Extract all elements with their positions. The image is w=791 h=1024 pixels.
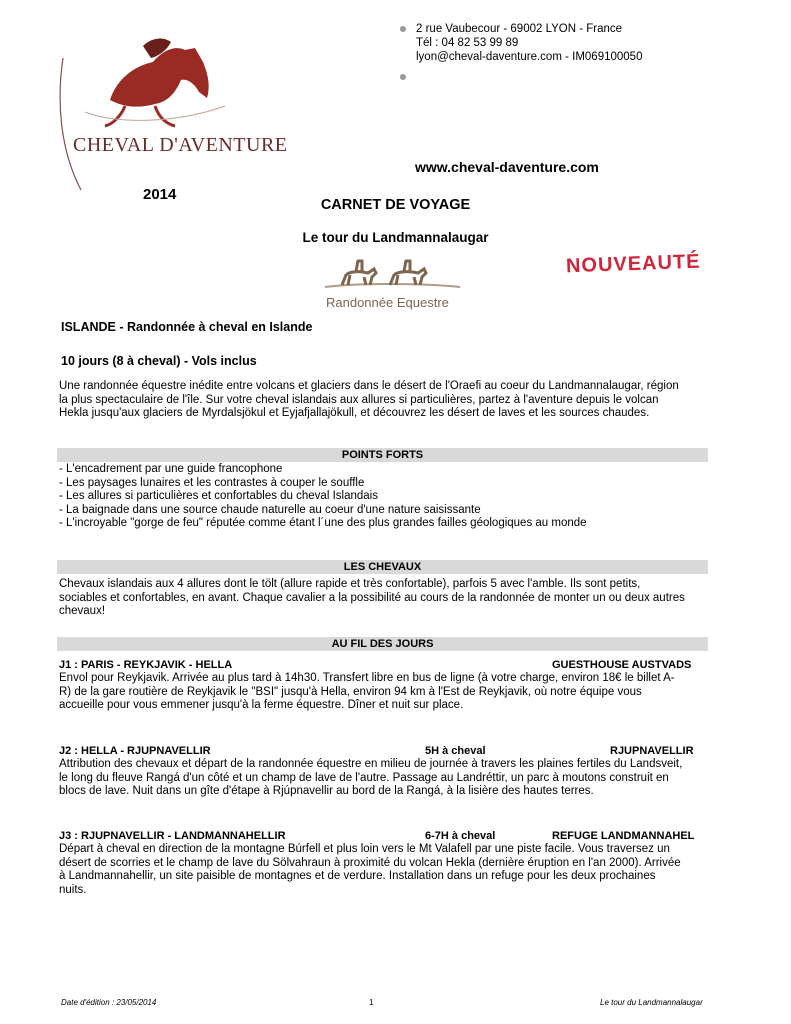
intro-line: Hekla jusqu'aux glaciers de Myrdalsjökul et Eyjafjallajökull, et découvrez les désert de laves et les sources chaudes. — [59, 407, 650, 419]
intro-line: la plus spectaculaire de l'île. Sur votre cheval islandais aux allures si particulières, partez à l'aventure depuis le volcan — [59, 393, 659, 406]
intro-paragraph — [59, 380, 707, 421]
day-text-j2 — [59, 758, 707, 799]
section-bar-points-forts: POINTS FORTS — [57, 448, 708, 462]
day-line: nuits. — [59, 883, 87, 896]
contact-email[interactable]: lyon@cheval-daventure.com - IM069100050 — [416, 51, 643, 63]
day-duration: 5H à cheval — [425, 745, 486, 757]
nouveaute-stamp: NOUVEAUTÉ — [565, 250, 701, 278]
duration-heading: 10 jours (8 à cheval) - Vols inclus — [61, 354, 257, 368]
day-line: désert de scorries et le champ de lave du Sölvahraun à proximité du volcan Hekla (dernière éruption en l'an 2000). Arrivée — [59, 856, 681, 869]
country-heading: ISLANDE - Randonnée à cheval en Islande — [61, 320, 313, 334]
section-bar-chevaux: LES CHEVAUX — [57, 560, 708, 574]
day-header-j1 — [59, 659, 701, 672]
chevaux-paragraph — [59, 578, 707, 619]
section-bar-jours: AU FIL DES JOURS — [57, 637, 708, 651]
intro-line: Une randonnée équestre inédite entre volcans et glaciers dans le désert de l'Oraefi au coeur du Landmannalaugar, région — [59, 380, 679, 392]
footer-page-number: 1 — [369, 998, 374, 1007]
list-item: - Les allures si particulières et confortables du cheval Islandais — [59, 490, 378, 502]
randonnee-equestre-badge — [320, 255, 465, 315]
list-item: - La baignade dans une source chaude naturelle au coeur d'une nature saisissante — [59, 503, 481, 516]
day-line: à Landmannahellir, un site paisible de montagnes et de verdure. Installation dans un refuge pour les deux prochaines — [59, 870, 656, 882]
chevaux-line: chevaux! — [59, 605, 106, 617]
tour-title: Le tour du Landmannalaugar — [302, 230, 489, 245]
day-line: Envol pour Reykjavik. Arrivée au plus tard à 14h30. Transfert libre en bus de ligne (à votre charge, environ 18€ le billet A- — [59, 672, 675, 684]
day-lodging: RJUPNAVELLIR — [610, 745, 694, 757]
brand-name: CHEVAL D'AVENTURE — [73, 134, 288, 156]
day-line: blocs de lave. Nuit dans un gîte d'étape à Rjúpnavellir au bord de la Rangá, à la lisière des hautes terres. — [59, 785, 594, 797]
list-item: - L'encadrement par une guide francophone — [59, 463, 283, 475]
footer-date: Date d'édition : 23/05/2014 — [61, 998, 157, 1007]
chevaux-line: Chevaux islandais aux 4 allures dont le tölt (allure rapide et très confortable), parfois 5 avec l'amble. Ils sont petits, — [59, 578, 641, 590]
day-line: accueille pour vous emmener jusqu'à la ferme équestre. Dîner et nuit sur place. — [59, 699, 464, 711]
list-item: - L'incroyable "gorge de feu" réputée comme étant l´une des plus grandes failles géologiques au monde — [59, 517, 587, 529]
day-line: R) de la gare routière de Reykjavik le "BSI" jusqu'à Hella, environ 94 km à l'Est de Reykjavik, où notre équipe vous — [59, 685, 642, 698]
contact-phone: Tél : 04 82 53 99 89 — [416, 37, 519, 49]
footer-title: Le tour du Landmannalaugar — [600, 998, 703, 1007]
day-duration: 6-7H à cheval — [425, 830, 496, 842]
day-header-j2 — [59, 745, 701, 758]
list-item: - Les paysages lunaires et les contrastes à couper le souffle — [59, 476, 365, 489]
randonnee-label: Randonnée Equestre — [326, 295, 449, 310]
day-text-j1 — [59, 672, 707, 713]
day-text-j3 — [59, 843, 707, 897]
day-route: J3 : RJUPNAVELLIR - LANDMANNAHELLIR — [59, 830, 286, 842]
day-line: Départ à cheval en direction de la montagne Búrfell et plus loin vers le Mt Valafell par une piste facile. Vous traversez un — [59, 843, 670, 855]
bullet-icon — [400, 26, 406, 32]
riders-icon — [320, 255, 465, 295]
contact-address: 2 rue Vaubecour - 69002 LYON - France — [416, 23, 623, 35]
company-logo — [55, 28, 288, 198]
day-route: J2 : HELLA - RJUPNAVELLIR — [59, 745, 211, 757]
day-line: le long du fleuve Rangá d'un côté et un champ de lave de l'autre. Passage au Landréttir, un parc à moutons construit en — [59, 771, 669, 784]
day-route: J1 : PARIS - REYKJAVIK - HELLA — [59, 659, 233, 671]
year: 2014 — [143, 186, 177, 203]
day-lodging: GUESTHOUSE AUSTVADS — [552, 659, 692, 671]
day-line: Attribution des chevaux et départ de la randonnée équestre en milieu de journée à travers les plaines fertiles du Landsveit, — [59, 758, 683, 770]
chevaux-line: sociables et confortables, en avant. Chaque cavalier a la possibilité au cours de la randonnée de monter un ou deux autres — [59, 591, 685, 604]
day-header-j3 — [59, 830, 701, 843]
points-forts-list — [59, 463, 707, 531]
contact-block — [400, 22, 642, 64]
document-title: CARNET DE VOYAGE — [320, 197, 471, 213]
horse-logo-icon — [55, 28, 265, 198]
bullet-icon — [400, 74, 406, 80]
day-lodging: REFUGE LANDMANNAHEL — [552, 830, 695, 842]
website-link[interactable]: www.cheval-daventure.com — [415, 159, 599, 175]
